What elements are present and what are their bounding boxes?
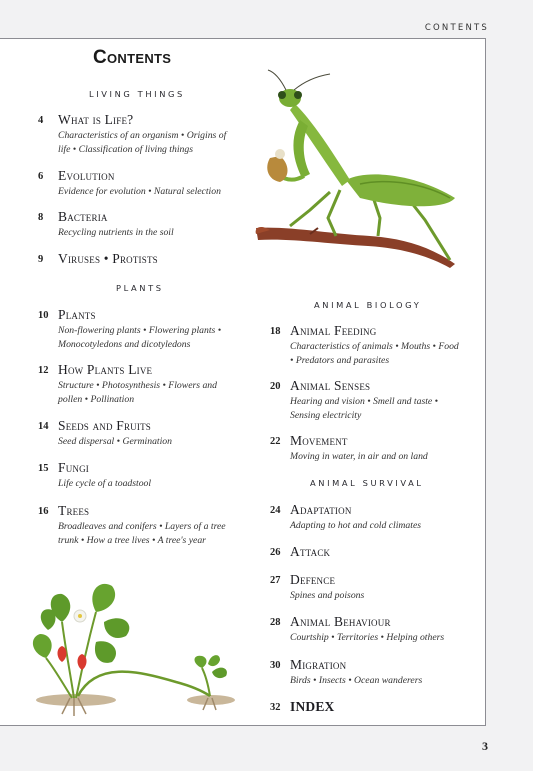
- entry-page-number: 9: [38, 254, 44, 265]
- entry-page-number: 30: [270, 660, 281, 671]
- entry-subtopics: Courtship • Territories • Helping others: [290, 632, 445, 643]
- entry-subtopics: Seed dispersal • Germination: [58, 436, 172, 447]
- running-head: CONTENTS: [424, 23, 489, 33]
- entry-subtopics: Structure • Photosynthesis • Flowers and pollen • Pollination: [58, 380, 217, 405]
- entry-page-number: 16: [38, 506, 49, 517]
- entry-topic: Seeds and Fruits: [58, 418, 151, 433]
- entry-page-number: 26: [270, 547, 281, 558]
- entry-topic: Animal Feeding: [290, 323, 377, 338]
- toc-entry[interactable]: [270, 699, 335, 715]
- entry-topic: Adaptation: [290, 502, 352, 517]
- entry-subtopics: Life cycle of a toadstool: [58, 478, 152, 489]
- entry-page-number: 12: [38, 365, 49, 376]
- strawberry-plant-illustration: [26, 572, 241, 722]
- entry-topic: INDEX: [290, 699, 335, 714]
- entry-topic: Fungi: [58, 460, 90, 475]
- entry-page-number: 4: [38, 115, 44, 126]
- toc-entry[interactable]: [270, 544, 331, 560]
- entry-page-number: 22: [270, 436, 281, 447]
- entry-topic: Bacteria: [58, 209, 108, 224]
- entry-page-number: 6: [38, 171, 44, 182]
- toc-entry[interactable]: [270, 614, 445, 645]
- entry-subtopics: Spines and poisons: [290, 590, 365, 601]
- entry-topic: What is Life?: [58, 112, 134, 127]
- praying-mantis-illustration: [250, 68, 465, 273]
- entry-topic: Plants: [58, 307, 96, 322]
- toc-entry[interactable]: [38, 460, 152, 491]
- entry-topic: Animal Senses: [290, 378, 371, 393]
- entry-page-number: 32: [270, 702, 281, 713]
- entry-page-number: 8: [38, 212, 44, 223]
- entry-topic: How Plants Live: [58, 362, 153, 377]
- section-heading-plants: PLANTS: [116, 283, 164, 293]
- toc-entry[interactable]: [270, 572, 365, 603]
- toc-entry[interactable]: [270, 502, 422, 533]
- entry-page-number: 15: [38, 463, 49, 474]
- entry-topic: Defence: [290, 572, 336, 587]
- toc-entry[interactable]: [38, 168, 221, 199]
- entry-topic: Attack: [290, 544, 331, 559]
- toc-entry[interactable]: [38, 251, 158, 267]
- entry-subtopics: Adapting to hot and cold climates: [290, 520, 422, 531]
- page-title: Contents: [93, 47, 172, 68]
- entry-page-number: 20: [270, 381, 281, 392]
- entry-subtopics: Characteristics of an organism • Origins of life • Classification of living things: [58, 130, 227, 155]
- entry-subtopics: Moving in water, in air and on land: [290, 451, 428, 462]
- toc-entry[interactable]: [38, 418, 172, 449]
- entry-subtopics: Recycling nutrients in the soil: [58, 227, 174, 238]
- entry-topic: Animal Behaviour: [290, 614, 391, 629]
- entry-topic: Evolution: [58, 168, 115, 183]
- entry-subtopics: Broadleaves and conifers • Layers of a tree trunk • How a tree lives • A tree's year: [58, 521, 226, 546]
- page-number: 3: [482, 739, 488, 753]
- toc-entry[interactable]: [270, 323, 459, 368]
- entry-topic: Viruses • Protists: [58, 251, 158, 266]
- section-heading-animal-biology: ANIMAL BIOLOGY: [314, 300, 422, 310]
- entry-page-number: 10: [38, 310, 49, 321]
- toc-entry[interactable]: [38, 112, 227, 157]
- entry-page-number: 18: [270, 326, 281, 337]
- toc-entry[interactable]: [270, 433, 428, 464]
- toc-entry[interactable]: [38, 362, 217, 407]
- section-heading-living-things: LIVING THINGS: [89, 89, 185, 99]
- entry-topic: Trees: [58, 503, 90, 518]
- toc-entry[interactable]: [38, 503, 226, 548]
- entry-subtopics: Characteristics of animals • Mouths • Food • Predators and parasites: [290, 341, 459, 366]
- entry-topic: Movement: [290, 433, 348, 448]
- toc-entry[interactable]: [38, 307, 222, 352]
- entry-subtopics: Evidence for evolution • Natural selection: [58, 186, 221, 197]
- entry-subtopics: Birds • Insects • Ocean wanderers: [290, 675, 423, 686]
- toc-entry[interactable]: [270, 378, 439, 423]
- section-heading-animal-survival: ANIMAL SURVIVAL: [310, 478, 424, 488]
- toc-entry[interactable]: [38, 209, 174, 240]
- entry-topic: Migration: [290, 657, 347, 672]
- toc-entry[interactable]: [270, 657, 423, 688]
- entry-page-number: 14: [38, 421, 49, 432]
- entry-subtopics: Hearing and vision • Smell and taste • Sensing electricity: [290, 396, 439, 421]
- entry-page-number: 27: [270, 575, 281, 586]
- entry-subtopics: Non-flowering plants • Flowering plants • Monocotyledons and dicotyledons: [58, 325, 222, 350]
- entry-page-number: 28: [270, 617, 281, 628]
- entry-page-number: 24: [270, 505, 281, 516]
